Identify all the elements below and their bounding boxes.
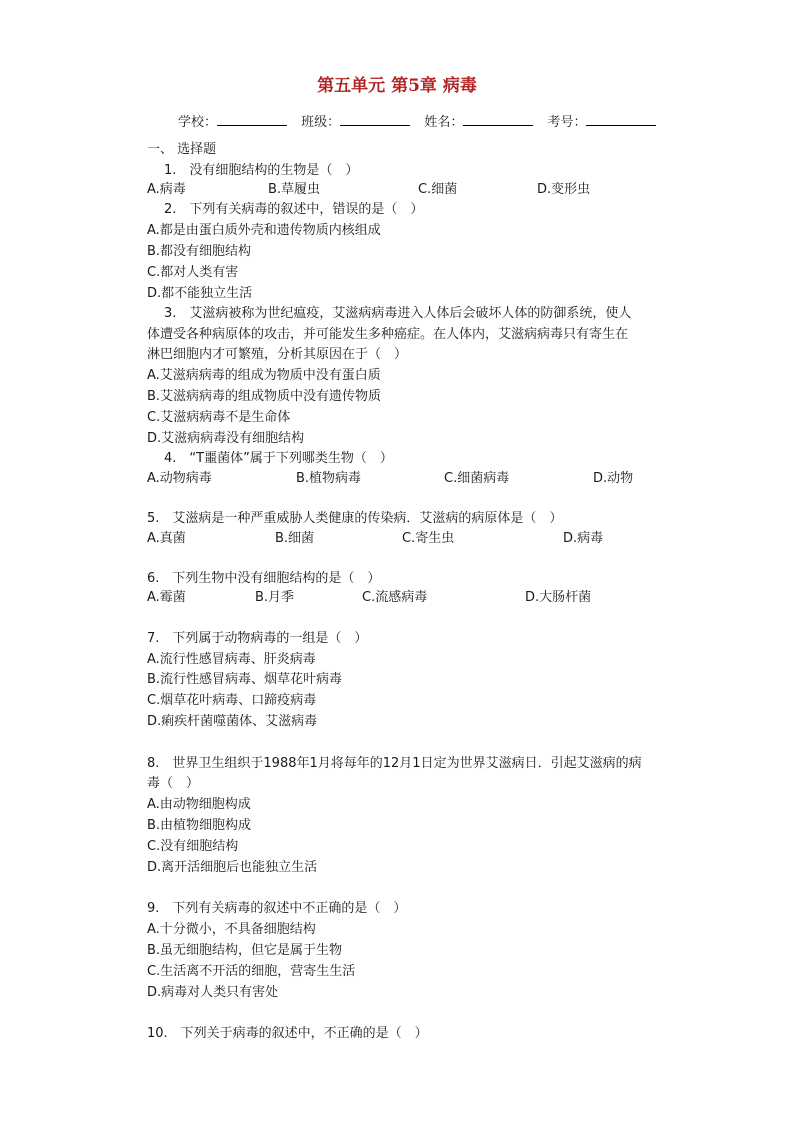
q2-option-c: C.都对人类有害 (147, 265, 239, 280)
q6-option-a: A.霉菌 (147, 590, 186, 605)
question-3-line-2: 体遭受各种病原体的攻击，并可能发生多种癌症。在人体内，艾滋病病毒只有寄生在 (147, 327, 629, 342)
class-label: 班级： (301, 115, 341, 130)
school-blank[interactable] (217, 113, 287, 126)
q1-option-c: C.细菌 (418, 182, 458, 197)
q8-option-a: A.由动物细胞构成 (147, 797, 251, 812)
q3-option-c: C.艾滋病病毒不是生命体 (147, 410, 291, 425)
q8-option-c: C.没有细胞结构 (147, 839, 239, 854)
section-heading: 一、 选择题 (147, 142, 217, 157)
q4-option-c: C.细菌病毒 (444, 471, 510, 486)
question-6: 6. 下列生物中没有细胞结构的是（ ） (147, 571, 381, 586)
q1-option-a: A.病毒 (147, 182, 186, 197)
q6-option-b: B.月季 (255, 590, 295, 605)
q1-option-b: B.草履虫 (268, 182, 321, 197)
name-label: 姓名： (424, 115, 464, 130)
question-7: 7. 下列属于动物病毒的一组是（ ） (147, 631, 368, 646)
question-8-line-1: 8. 世界卫生组织于1988年1月将每年的12月1日定为世界艾滋病日．引起艾滋病的病 (147, 756, 642, 771)
q2-option-d: D.都不能独立生活 (147, 286, 253, 301)
school-label: 学校： (178, 115, 218, 130)
q2-option-b: B.都没有细胞结构 (147, 244, 252, 259)
q4-option-d: D.动物 (593, 471, 634, 486)
q5-option-d: D.病毒 (563, 531, 604, 546)
question-1: 1. 没有细胞结构的生物是（ ） (164, 163, 359, 178)
question-9: 9. 下列有关病毒的叙述中不正确的是（ ） (147, 901, 407, 916)
q7-option-b: B.流行性感冒病毒、烟草花叶病毒 (147, 672, 343, 687)
q7-option-c: C.烟草花叶病毒、口蹄疫病毒 (147, 693, 317, 708)
q6-option-c: C.流感病毒 (362, 590, 428, 605)
q5-option-c: C.寄生虫 (402, 531, 455, 546)
question-5: 5. 艾滋病是一种严重威胁人类健康的传染病．艾滋病的病原体是（ ） (147, 511, 563, 526)
number-blank[interactable] (586, 113, 656, 126)
q5-option-a: A.真菌 (147, 531, 186, 546)
q9-option-b: B.虽无细胞结构，但它是属于生物 (147, 943, 343, 958)
q4-option-b: B.植物病毒 (296, 471, 362, 486)
q9-option-c: C.生活离不开活的细胞，营寄生生活 (147, 964, 356, 979)
number-label: 考号： (547, 115, 587, 130)
q9-option-a: A.十分微小，不具备细胞结构 (147, 922, 316, 937)
q3-option-b: B.艾滋病病毒的组成物质中没有遗传物质 (147, 389, 382, 404)
q7-option-a: A.流行性感冒病毒、肝炎病毒 (147, 652, 316, 667)
q8-option-b: B.由植物细胞构成 (147, 818, 252, 833)
q8-option-d: D.离开活细胞后也能独立生活 (147, 860, 318, 875)
question-2: 2. 下列有关病毒的叙述中，错误的是（ ） (164, 202, 424, 217)
q5-option-b: B.细菌 (275, 531, 315, 546)
question-4: 4. “T噩菌体”属于下列哪类生物（ ） (164, 451, 393, 466)
question-8-line-2: 毒（ ） (147, 776, 200, 791)
q4-option-a: A.动物病毒 (147, 471, 212, 486)
q9-option-d: D.病毒对人类只有害处 (147, 985, 279, 1000)
question-3-line-3: 淋巴细胞内才可繁殖，分析其原因在于（ ） (147, 347, 408, 362)
page-title: 第五单元 第5章 病毒 (317, 76, 477, 96)
q2-option-a: A.都是由蛋白质外壳和遗传物质内核组成 (147, 223, 381, 238)
q1-option-d: D.变形虫 (537, 182, 591, 197)
question-10: 10. 下列关于病毒的叙述中，不正确的是（ ） (147, 1026, 428, 1041)
name-blank[interactable] (463, 113, 533, 126)
student-info-row (178, 111, 666, 130)
q6-option-d: D.大肠杆菌 (525, 590, 592, 605)
q3-option-a: A.艾滋病病毒的组成为物质中没有蛋白质 (147, 368, 381, 383)
question-3-line-1: 3. 艾滋病被称为世纪瘟疫，艾滋病病毒进入人体后会破坏人体的防御系统，使人 (164, 306, 632, 321)
q7-option-d: D.痢疾杆菌噬菌体、艾滋病毒 (147, 714, 318, 729)
q3-option-d: D.艾滋病病毒没有细胞结构 (147, 431, 305, 446)
class-blank[interactable] (340, 113, 410, 126)
